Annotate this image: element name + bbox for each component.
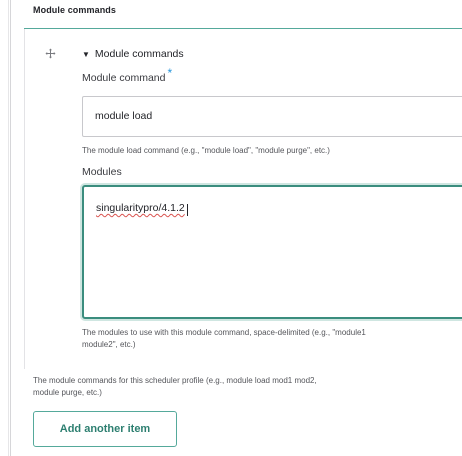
- modules-description-line1: The modules to use with this module command, space-delimited (e.g., "module1: [82, 328, 366, 337]
- details-summary-label: Module commands: [94, 48, 184, 60]
- item-row-border: [24, 29, 25, 369]
- module-command-input[interactable]: module load: [82, 96, 462, 137]
- required-marker: *: [167, 66, 173, 80]
- add-another-item-button[interactable]: Add another item: [33, 411, 177, 447]
- profile-description-line2: module purge, etc.): [33, 388, 102, 397]
- profile-description-line1: The module commands for this scheduler profile (e.g., module load mod1 mod2,: [33, 376, 317, 385]
- move-cross-icon[interactable]: [44, 47, 57, 60]
- modules-textarea[interactable]: [82, 185, 462, 319]
- module-command-description: The module load command (e.g., "module load", "module purge", etc.): [82, 146, 330, 155]
- triangle-down-icon: ▼: [82, 49, 90, 59]
- outer-divider: [8, 0, 9, 456]
- modules-textarea-value: singularitypro/4.1.2: [96, 202, 185, 214]
- text-caret: [187, 204, 188, 216]
- modules-label: Modules: [82, 166, 122, 178]
- module-command-label-text: Module command: [82, 72, 166, 84]
- module-command-label: [82, 66, 173, 84]
- section-title-underline: [24, 28, 462, 29]
- module-commands-details-toggle[interactable]: [82, 48, 184, 60]
- section-title: Module commands: [33, 5, 117, 15]
- modules-description-line2: module2", etc.): [82, 340, 136, 349]
- left-divider: [10, 0, 11, 456]
